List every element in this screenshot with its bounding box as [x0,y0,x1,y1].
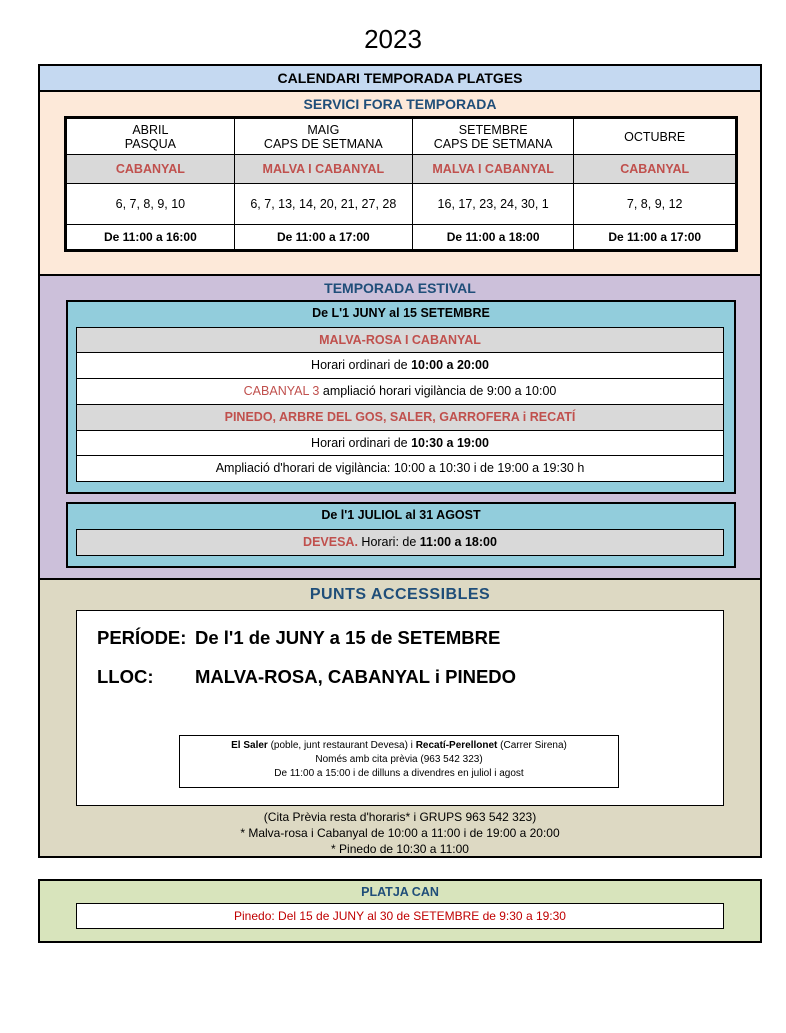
off-season-section [40,92,760,276]
accessible-points-section [40,580,760,856]
days-cell: 6, 7, 13, 14, 20, 21, 27, 28 [234,184,412,225]
hours-cell: De 11:00 a 17:00 [574,225,736,250]
days-cell: 16, 17, 23, 24, 30, 1 [412,184,574,225]
beach-cell: CABANYAL [574,155,736,184]
dog-beach-title: PLATJA CAN [361,885,439,899]
extension-row: Ampliació d'horari de vigilància: 10:00 a 10:30 i de 19:00 a 19:30 h [215,461,585,475]
period-cell: SETEMBRE CAPS DE SETMANA [412,119,574,155]
appointment-note: El Saler (poble, junt restaurant Devesa) i Recatí-Perellonet (Carrer Sirena) Només amb cita prèvia (963 542 323) De 11:00 a 15:00 i de dilluns a divendres en juliol i agost [179,735,619,788]
appointment-footnote: (Cita Prèvia resta d'horaris* i GRUPS 963 542 323) [263,810,537,824]
beach-cell: MALVA I CABANYAL [234,155,412,184]
table-row-beaches [67,155,736,184]
june-september-title: De L'1 JUNY al 15 SETEMBRE [312,306,490,320]
days-cell: 7, 8, 9, 12 [574,184,736,225]
hours-row: Horari ordinari de 10:30 a 19:00 [77,431,723,456]
beach-cell: MALVA I CABANYAL [412,155,574,184]
pinedo-footnote: * Pinedo de 10:30 a 11:00 [331,842,469,856]
hours-row: Horari ordinari de 10:00 a 20:00 [77,353,723,379]
june-september-rows [76,327,724,482]
period-value: De l'1 de JUNY a 15 de SETEMBRE [195,627,501,648]
period-line [97,627,501,649]
calendar-panel [38,64,762,858]
table-row-days [67,184,736,225]
hours-cell: De 11:00 a 18:00 [412,225,574,250]
summer-season-title: TEMPORADA ESTIVAL [324,280,476,296]
beach-cell: CABANYAL [67,155,235,184]
calendar-title: CALENDARI TEMPORADA PLATGES [40,66,760,92]
year-heading: 2023 [364,24,422,54]
dog-beach-panel [38,879,762,943]
july-august-box [66,502,736,568]
dog-beach-schedule: Pinedo: Del 15 de JUNY al 30 de SETEMBRE de 9:30 a 19:30 [76,903,724,929]
hours-cell: De 11:00 a 17:00 [234,225,412,250]
beach-row: PINEDO, ARBRE DEL GOS, SALER, GARROFERA i RECATÍ [77,405,723,431]
period-cell: ABRIL PASQUA [67,119,235,155]
july-august-rows [76,529,724,556]
devesa-row: DEVESA. Horari: de 11:00 a 18:00 [77,530,723,555]
days-cell: 6, 7, 8, 9, 10 [67,184,235,225]
place-label: LLOC: [97,666,154,687]
accessible-points-title: PUNTS ACCESSIBLES [309,586,491,603]
place-line [97,666,517,688]
summer-season-section [40,276,760,580]
place-value: MALVA-ROSA, CABANYAL i PINEDO [195,666,517,687]
extension-row: CABANYAL 3 ampliació horari vigilància de 9:00 a 10:00 [77,379,723,405]
period-cell: OCTUBRE [574,119,736,155]
june-september-box [66,300,736,494]
table-row-hours [67,225,736,250]
off-season-title: SERVICI FORA TEMPORADA [303,96,497,112]
malva-footnote: * Malva-rosa i Cabanyal de 10:00 a 11:00 i de 19:00 a 20:00 [240,826,560,840]
table-row-periods [67,119,736,155]
hours-cell: De 11:00 a 16:00 [67,225,235,250]
off-season-table [66,118,736,250]
period-cell: MAIG CAPS DE SETMANA [234,119,412,155]
july-august-title: De l'1 JULIOL al 31 AGOST [321,508,481,522]
accessible-points-box [76,610,724,806]
beach-row: MALVA-ROSA I CABANYAL [77,328,723,353]
period-label: PERÍODE: [97,627,187,648]
